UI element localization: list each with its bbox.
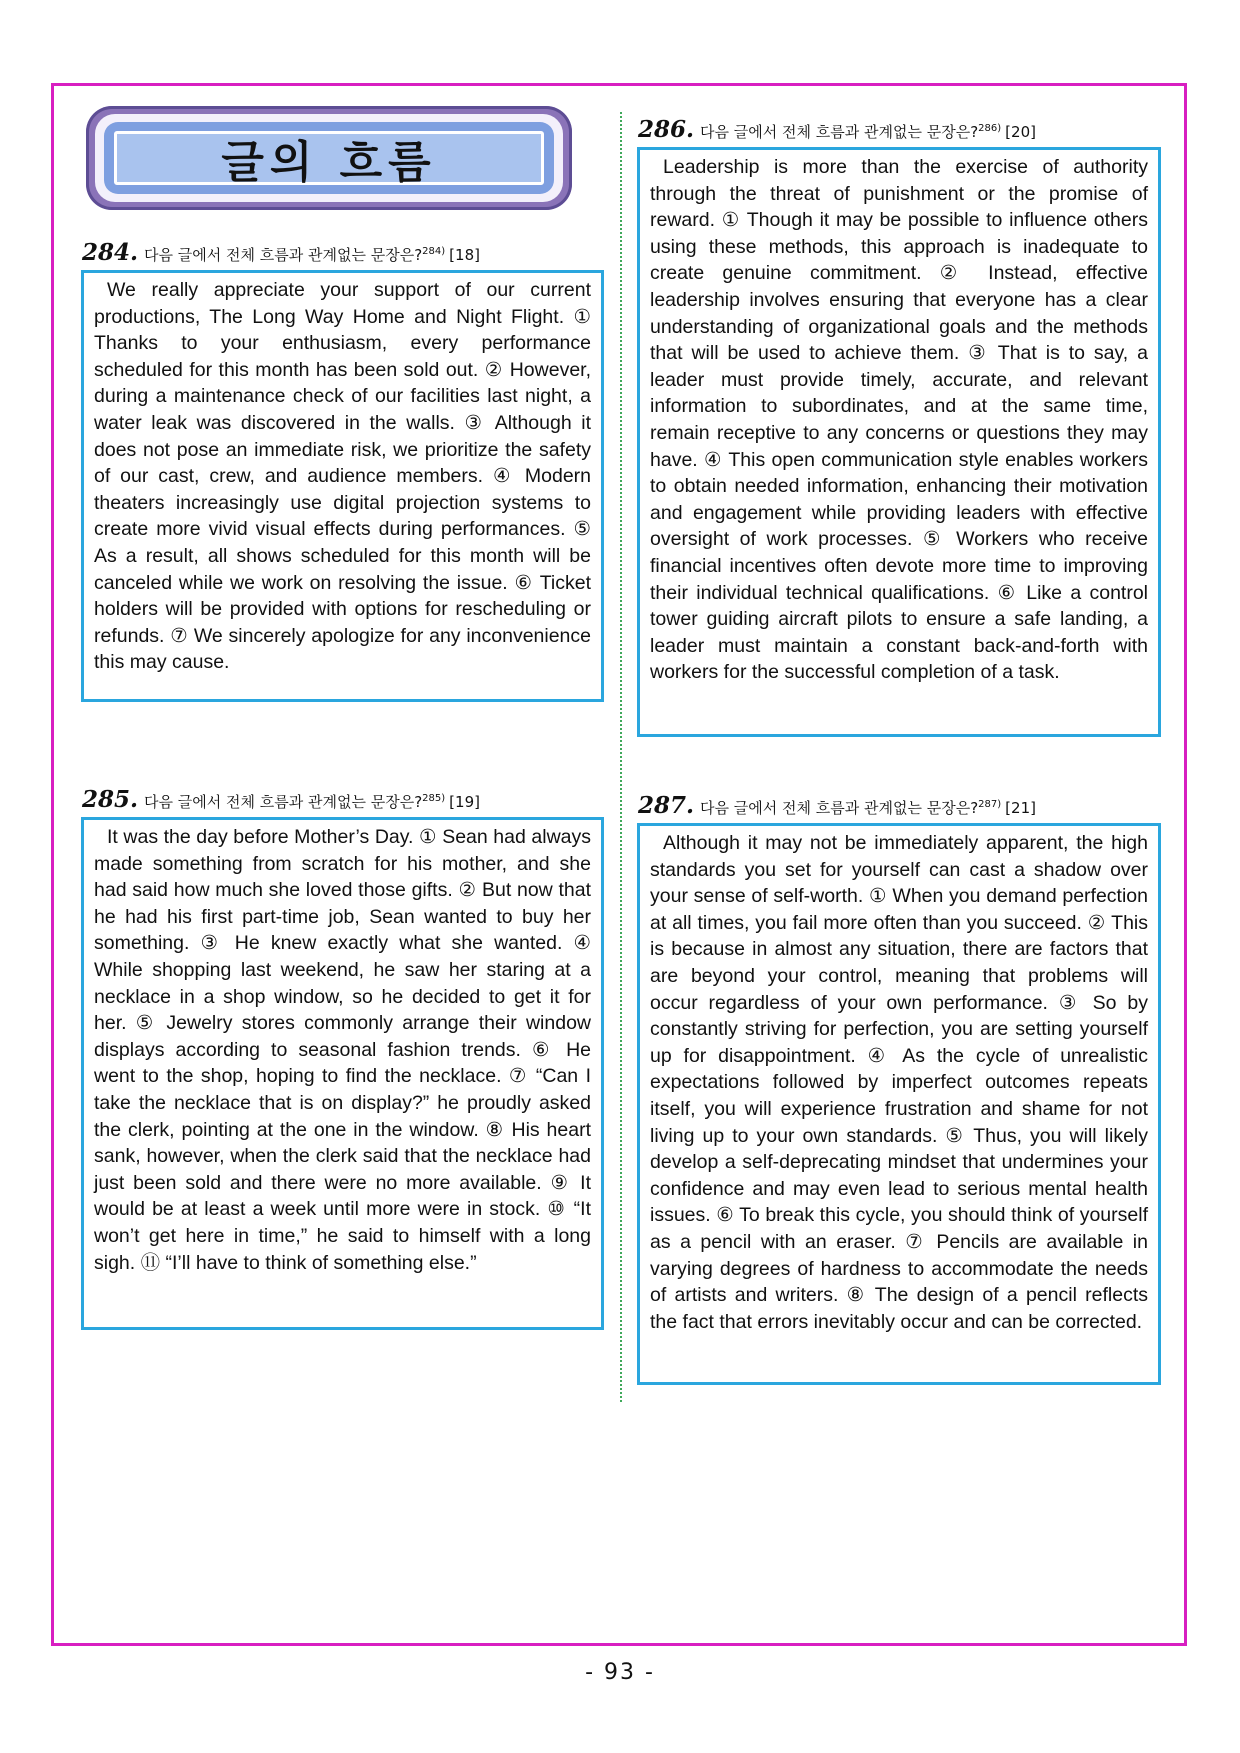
column-divider [620,112,622,1402]
question-footnote: 285) [422,793,446,804]
question-header-286 [638,116,1036,143]
passage-text: Although it may not be immediately apparent, the high standards you set for yourself can cast a shadow over your sense of self-worth. ① When you demand perfection at all times, you fail more often than you succeed. ② This is because in almost any situation, there are factors that are beyond your control, meaning that problems will occur regardless of your own performance. ③ So by constantly striving for perfection, you are setting yourself up for disappointment. ④ As the cycle of unrealistic expectations followed by imperfect outcomes repeats itself, you will experience frustration and shame for not living up to your own standards. ⑤ Thus, you will likely develop a self-deprecating mindset that undermines your confidence and may even lead to serious mental health issues. ⑥ To break this cycle, you should think of yourself as a pencil with an eraser. ⑦ Pencils are available in varying degrees of hardness to accommodate the needs of artists and writers. ⑧ The design of a pencil reflects the fact that errors inevitably occur and can be corrected. [650,832,1148,1333]
passage-text: Leadership is more than the exercise of authority through the threat of punishment or the promise of reward. ① Though it may be possible to influence others using these methods, this approach is inadequate to create genuine commitment. ② Instead, effective leadership involves ensuring that everyone has a clear understanding of organizational goals and the methods that will be used to achieve them. ③ That is to say, a leader must provide timely, accurate, and relevant information to subordinates, and at the same time, remain receptive to any concerns or questions they may have. ④ This open communication style enables workers to obtain needed information, enhancing their motivation and engagement while providing leaders with effective oversight of work processes. ⑤ Workers who receive financial incentives often devote more time to improving their individual technical qualifications. ⑥ Like a control tower guiding aircraft pilots to ensure a safe landing, a leader must maintain a constant back-and-forth with workers for the successful completion of a task. [650,156,1148,684]
question-number: 286. [638,116,695,143]
question-code: [21] [1005,799,1036,817]
passage-box-285 [81,817,604,1330]
question-prompt: 다음 글에서 전체 흐름과 관계없는 문장은? [700,123,979,141]
question-footnote: 287) [978,799,1002,810]
question-number: 284. [82,239,139,266]
page-title: 글의 흐름 [221,137,437,188]
passage-box-284 [81,270,604,702]
question-prompt: 다음 글에서 전체 흐름과 관계없는 문장은? [700,799,979,817]
question-code: [20] [1005,123,1036,141]
passage-box-286 [637,147,1161,737]
question-header-284 [82,239,480,266]
page-number: - 93 - [585,1660,655,1685]
passage-text: We really appreciate your support of our current productions, The Long Way Home and Night Flight. ① Thanks to your enthusiasm, every performance scheduled for this month has been sold out. ② However, during a maintenance check of our facilities last night, a water leak was discovered in the walls. ③ Although it does not pose an immediate risk, we prioritize the safety of our cast, crew, and audience members. ④ Modern theaters increasingly use digital projection systems to create more vivid visual effects during performances. ⑤ As a result, all shows scheduled for this month will be canceled while we work on resolving the issue. ⑥ Ticket holders will be provided with options for rescheduling or refunds. ⑦ We sincerely apologize for any inconvenience this may cause. [94,279,591,674]
question-footnote: 286) [978,123,1002,134]
passage-text: It was the day before Mother’s Day. ① Sean had always made something from scratch for his mother, and she had said how much she loved those gifts. ② But now that he had his first part-time job, Sean wanted to buy her something. ③ He knew exactly what she wanted. ④ While shopping last weekend, he saw her staring at a necklace in a shop window, so he decided to get it for her. ⑤ Jewelry stores commonly arrange their window displays according to seasonal fashion trends. ⑥ He went to the shop, hoping to find the necklace. ⑦ “Can I take the necklace that is on display?” he proudly asked the clerk, pointing at the one in the window. ⑧ His heart sank, however, when the clerk said that the necklace had just been sold and there were no more available. ⑨ It would be at least a week until more were in stock. ⑩ “It won’t get here in time,” he said to himself with a long sigh. ⑪ “I’ll have to think of something else.” [94,826,591,1274]
passage-box-287 [637,823,1161,1385]
question-number: 287. [638,792,695,819]
section-title-banner [86,106,572,210]
question-prompt: 다음 글에서 전체 흐름과 관계없는 문장은? [144,793,423,811]
question-prompt: 다음 글에서 전체 흐름과 관계없는 문장은? [144,246,423,264]
question-footnote: 284) [422,246,446,257]
question-code: [19] [449,793,480,811]
question-header-287 [638,792,1036,819]
question-code: [18] [449,246,480,264]
question-number: 285. [82,786,139,813]
question-header-285 [82,786,480,813]
